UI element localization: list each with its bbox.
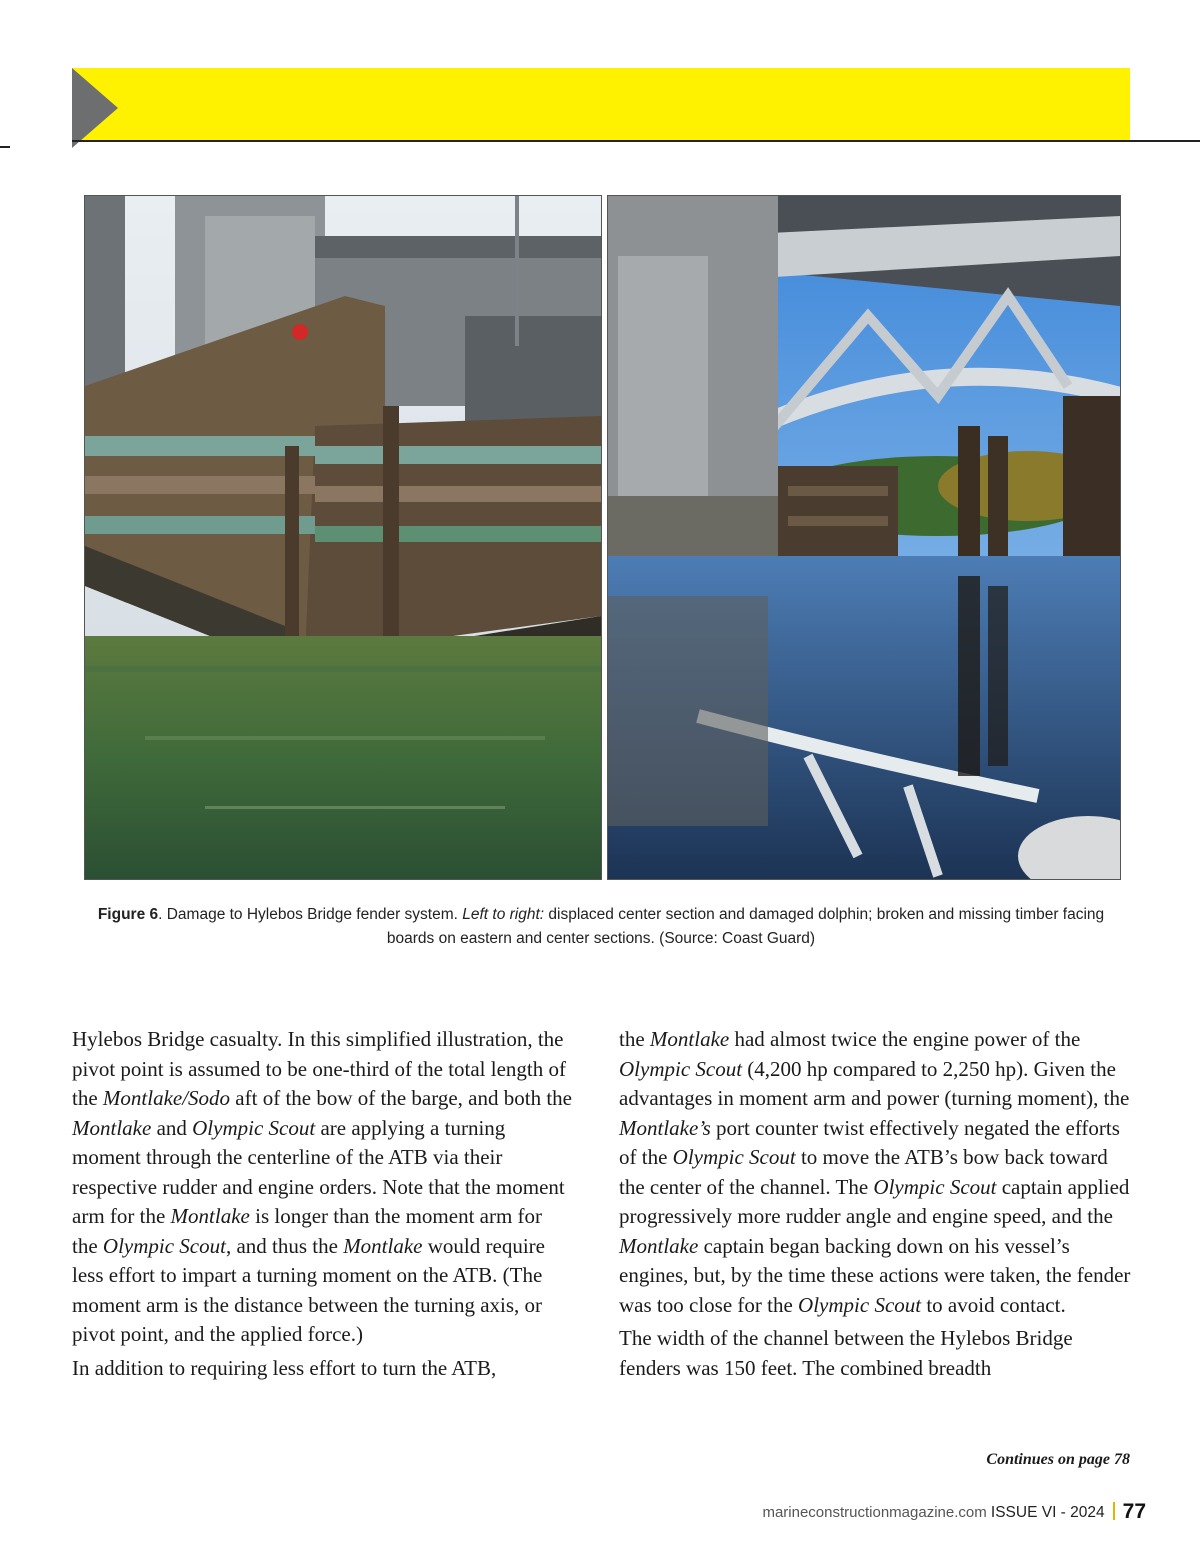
figure-photo-right	[607, 195, 1121, 880]
text-run: are applying a turning moment through the centerline of the ATB via their respective rudder and engine orders. Note that the moment arm for the	[72, 1115, 565, 1228]
italic-run: Olympic Scout	[619, 1056, 743, 1081]
figure-caption-direction: Left to right:	[462, 906, 545, 923]
text-run: Hylebos Bridge casualty. In this simplified illustration, the pivot point is assumed to be one-third of the total length of the	[72, 1027, 567, 1110]
figure-caption	[72, 903, 1130, 951]
text-run: (4,200 hp compared to 2,250 hp). Given the advantages in moment arm and power (turning moment), the	[619, 1056, 1130, 1110]
text-run: to move the ATB’s bow back toward the center of the channel. The	[619, 1145, 1108, 1199]
footer-issue: ISSUE VI - 2024	[990, 1504, 1105, 1521]
page-number: 77	[1122, 1500, 1146, 1523]
italic-run: Olympic Scout	[672, 1145, 796, 1169]
text-run: to avoid contact.	[921, 1292, 1066, 1317]
body-paragraph	[619, 1324, 1134, 1383]
text-run: is longer than the moment arm for the	[72, 1204, 543, 1258]
text-run: , and thus the	[225, 1233, 344, 1258]
italic-run: Olympic Scout	[192, 1115, 316, 1140]
text-run: The width of the channel between the Hylebos Bridge fenders was 150 feet. The combined breadth	[619, 1326, 1073, 1380]
section-banner	[72, 68, 1130, 140]
body-paragraph	[72, 1354, 572, 1384]
body-paragraph	[72, 1025, 572, 1350]
banner-rule	[72, 140, 1200, 142]
italic-run: Olympic Scout	[873, 1174, 997, 1199]
figure-caption-text-2: displaced center section and damaged dolphin; broken and missing timber facing boards on eastern and center sections. (Source: Coast Guard)	[386, 906, 1105, 947]
text-run: the	[619, 1027, 650, 1051]
body-column-right	[619, 1025, 1134, 1387]
italic-run: Montlake	[343, 1233, 423, 1258]
figure-photo-left	[84, 195, 602, 880]
body-column-left	[72, 1025, 572, 1387]
text-run: port counter twist effectively negated the efforts of the	[619, 1115, 1120, 1169]
italic-run: Montlake	[72, 1115, 152, 1140]
page-footer	[600, 1500, 1146, 1524]
text-run: would require less effort to impart a turning moment on the ATB. (The moment arm is the distance between the turning axis, or pivot point, and the applied force.)	[72, 1233, 545, 1346]
text-run: captain began backing down on his vessel’s engines, but, by the time these actions were taken, the fender was too close for the	[619, 1233, 1131, 1317]
italic-run: Montlake	[649, 1027, 730, 1051]
edge-tick	[0, 146, 10, 148]
text-run: aft of the bow of the barge, and both the	[230, 1086, 572, 1110]
body-paragraph	[619, 1025, 1134, 1320]
figure-label: Figure 6	[97, 906, 159, 923]
italic-run: Olympic Scout	[102, 1233, 226, 1258]
text-run: In addition to requiring less effort to turn the ATB,	[72, 1355, 497, 1380]
footer-separator	[1113, 1502, 1115, 1520]
footer-url[interactable]: marineconstructionmagazine.com	[762, 1504, 987, 1521]
italic-run: Montlake/Sodo	[102, 1086, 231, 1110]
italic-run: Montlake	[170, 1204, 250, 1228]
italic-run: Olympic Scout	[798, 1292, 922, 1317]
figure-caption-text-1: . Damage to Hylebos Bridge fender system.	[158, 906, 463, 923]
banner-arrow-icon	[72, 68, 118, 148]
text-run: captain applied progressively more rudder angle and engine speed, and the	[619, 1174, 1130, 1228]
italic-run: Montlake	[619, 1233, 699, 1258]
italic-run: Montlake’s	[619, 1115, 711, 1140]
text-run: had almost twice the engine power of the	[729, 1027, 1081, 1051]
text-run: and	[151, 1115, 193, 1140]
continues-note: Continues on page 78	[986, 1451, 1130, 1468]
